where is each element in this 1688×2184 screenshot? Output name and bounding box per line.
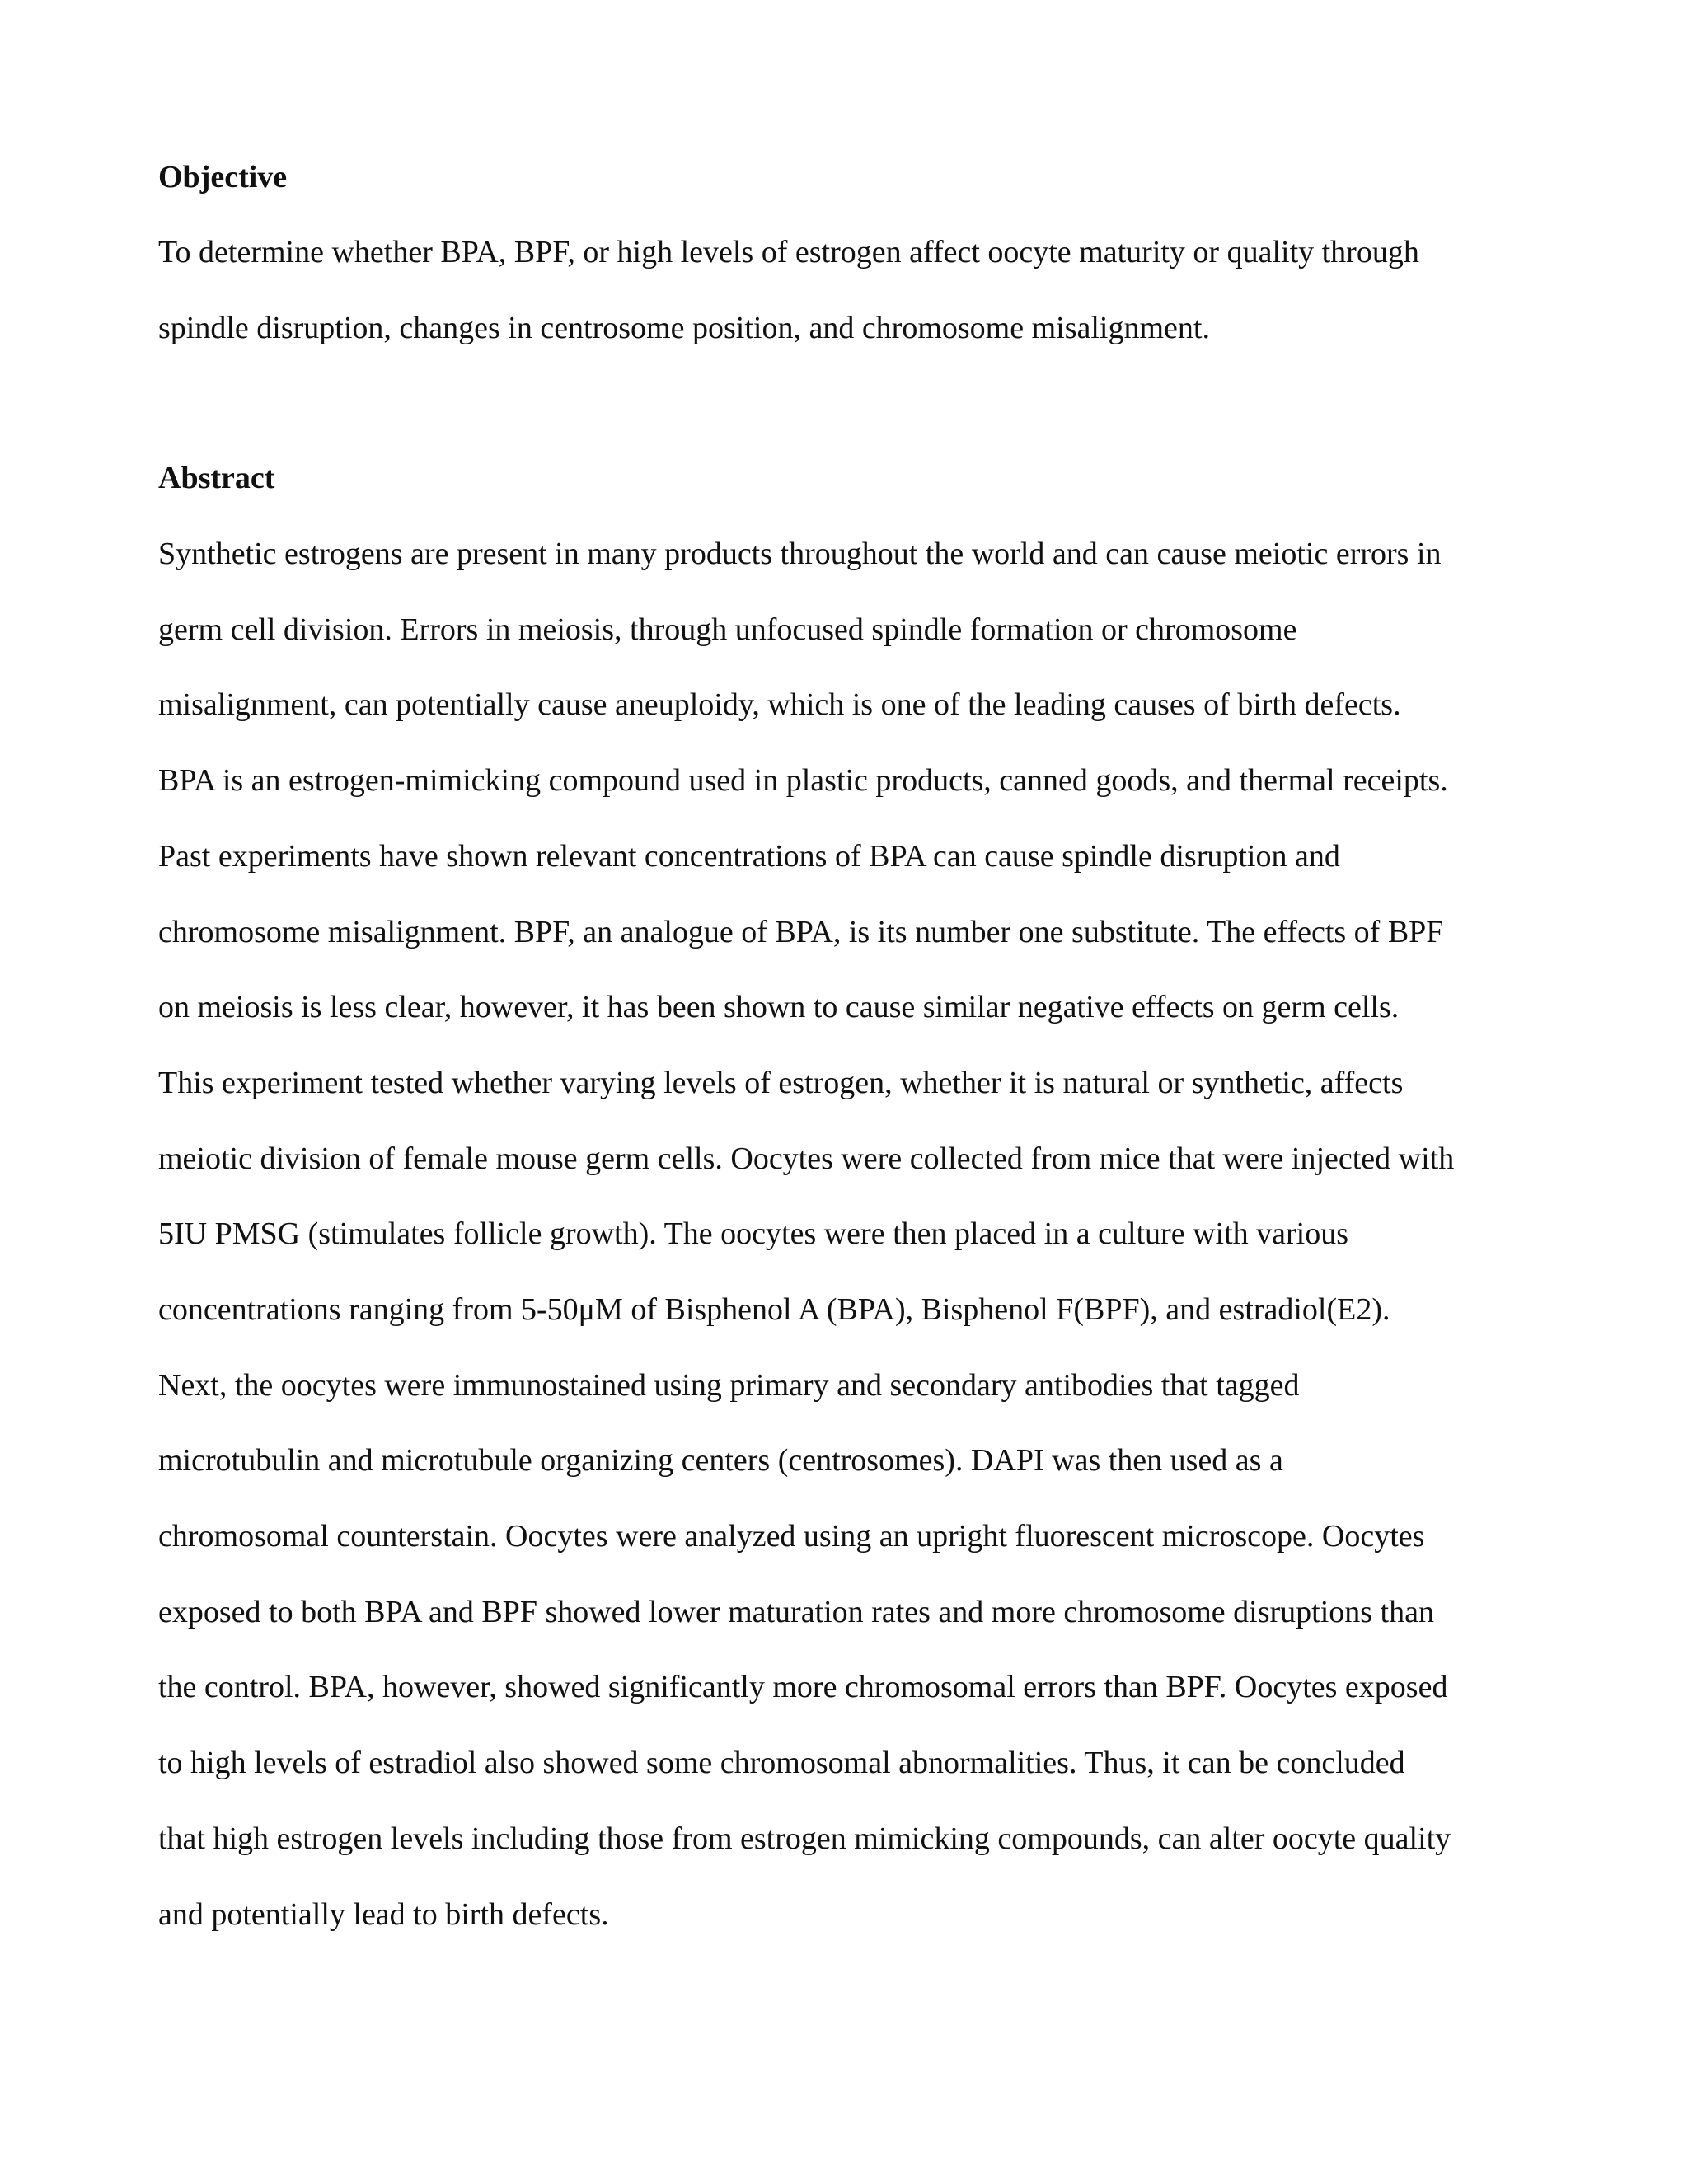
abstract-line: Next, the oocytes were immunostained using primary and secondary antibodies that tagged [158, 1368, 1300, 1403]
abstract-line: the control. BPA, however, showed significantly more chromosomal errors than BPF. Oocytes exposed [158, 1670, 1448, 1704]
abstract-line: that high estrogen levels including those from estrogen mimicking compounds, can alter oocyte quality [158, 1821, 1451, 1856]
abstract-line: germ cell division. Errors in meiosis, through unfocused spindle formation or chromosome [158, 612, 1297, 647]
abstract-line: Past experiments have shown relevant concentrations of BPA can cause spindle disruption and [158, 839, 1340, 874]
abstract-line: BPA is an estrogen-mimicking compound used in plastic products, canned goods, and thermal receipts. [158, 763, 1448, 798]
abstract-line: concentrations ranging from 5-50μM of Bisphenol A (BPA), Bisphenol F(BPF), and estradiol(E2). [158, 1292, 1390, 1327]
abstract-line: Synthetic estrogens are present in many products throughout the world and can cause meiotic errors in [158, 537, 1442, 571]
abstract-line: This experiment tested whether varying levels of estrogen, whether it is natural or synthetic, affects [158, 1066, 1404, 1100]
abstract-line: chromosomal counterstain. Oocytes were analyzed using an upright fluorescent microscope. Oocytes [158, 1519, 1425, 1554]
abstract-line: meiotic division of female mouse germ cells. Oocytes were collected from mice that were injected with [158, 1141, 1455, 1176]
abstract-line: to high levels of estradiol also showed some chromosomal abnormalities. Thus, it can be concluded [158, 1746, 1405, 1780]
objective-line: spindle disruption, changes in centrosome position, and chromosome misalignment. [158, 311, 1210, 345]
abstract-line: microtubulin and microtubule organizing centers (centrosomes). DAPI was then used as a [158, 1443, 1283, 1478]
objective-heading: Objective [158, 160, 288, 194]
abstract-heading: Abstract [158, 461, 275, 495]
abstract-line: chromosome misalignment. BPF, an analogue of BPA, is its number one substitute. The effects of BPF [158, 915, 1444, 949]
abstract-line: 5IU PMSG (stimulates follicle growth). The oocytes were then placed in a culture with various [158, 1216, 1348, 1251]
abstract-line: on meiosis is less clear, however, it has been shown to cause similar negative effects on germ cells. [158, 990, 1400, 1024]
abstract-line: misalignment, can potentially cause aneuploidy, which is one of the leading causes of birth defects. [158, 687, 1401, 722]
abstract-line: and potentially lead to birth defects. [158, 1897, 609, 1932]
objective-line: To determine whether BPA, BPF, or high levels of estrogen affect oocyte maturity or quality through [158, 235, 1419, 269]
abstract-line: exposed to both BPA and BPF showed lower maturation rates and more chromosome disruptions than [158, 1595, 1434, 1629]
